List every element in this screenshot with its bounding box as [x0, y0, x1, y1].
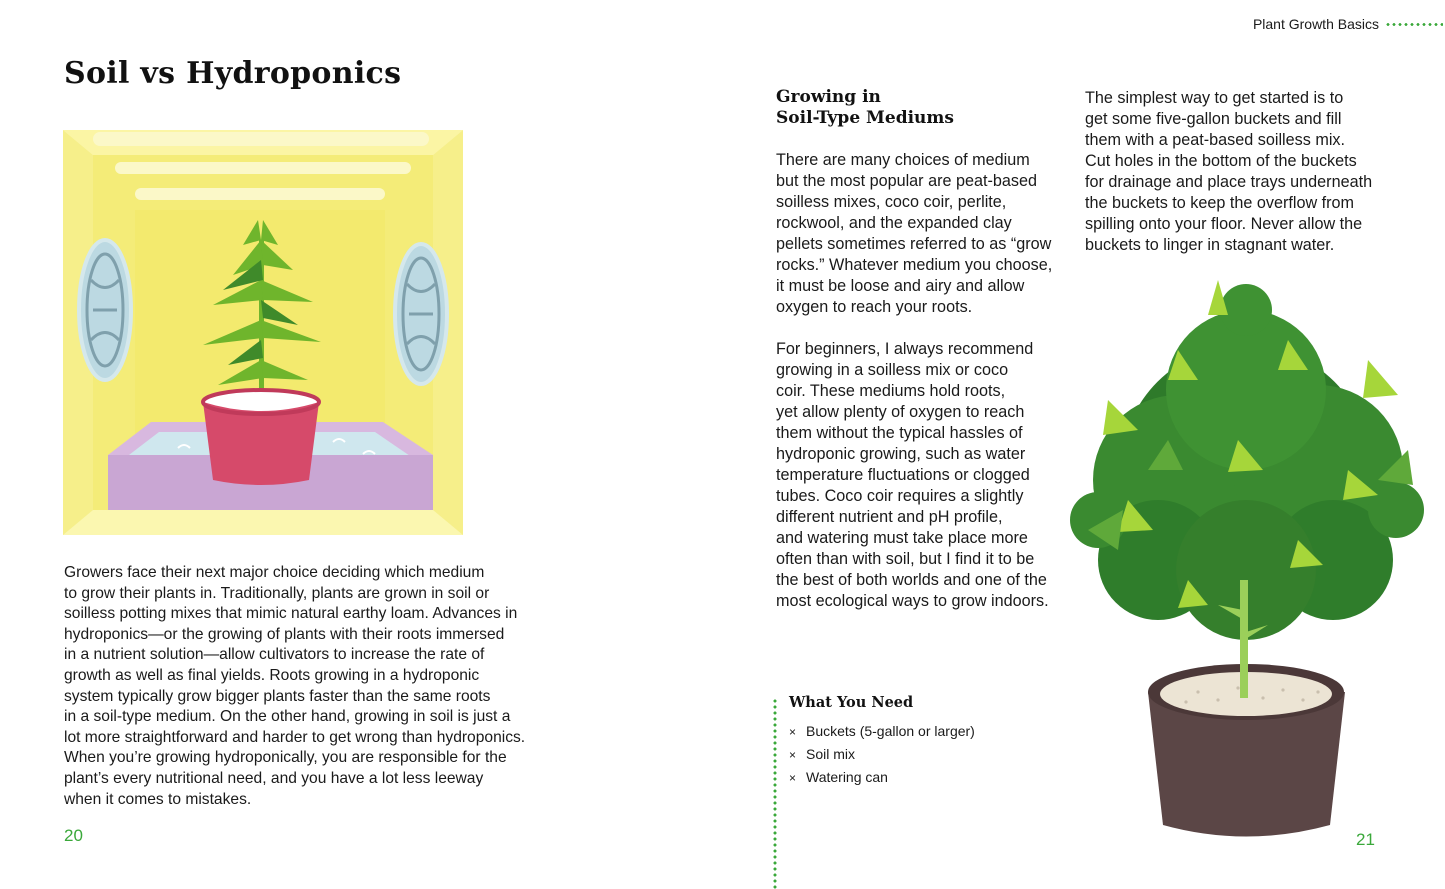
- paragraph-line: Cut holes in the bottom of the buckets: [1085, 152, 1357, 170]
- list-item-label: Watering can: [806, 769, 888, 785]
- list-item-label: Soil mix: [806, 746, 856, 762]
- intro-line: Growers face their next major choice deciding which medium: [64, 564, 485, 581]
- intro-line: plant’s every nutritional need, and you have a lot less leeway: [64, 769, 484, 787]
- intro-line: growth as well as final yields. Roots growing in a hydroponic: [64, 666, 480, 684]
- list-bullet: ×: [789, 725, 797, 739]
- section-subhead: [776, 87, 954, 129]
- paragraph-line: the best of both worlds and one of the: [776, 571, 1047, 589]
- list-item: [789, 743, 975, 766]
- paragraph-line: the buckets to keep the overflow from: [1085, 194, 1355, 212]
- paragraph-line: growing in a soilless mix or coco: [776, 361, 1009, 379]
- paragraph-line: coir. These mediums hold roots,: [776, 382, 1006, 400]
- intro-line: in a soil-type medium. On the other hand, growing in soil is just a: [64, 708, 511, 726]
- paragraph-line: tubes. Coco coir requires a slightly: [776, 487, 1024, 505]
- mediums-paragraph-1: [776, 150, 1052, 318]
- intro-line: lot more straightforward and harder to get wrong than hydroponics.: [64, 728, 526, 746]
- paragraph-line: them with a peat-based soilless mix.: [1085, 131, 1346, 149]
- intro-line: system typically grow bigger plants faster than the same roots: [64, 687, 491, 705]
- intro-paragraph: [64, 563, 525, 810]
- paragraph-line: pellets sometimes referred to as “grow: [776, 235, 1052, 253]
- potted-plant-illustration: [1068, 280, 1424, 846]
- page-number-left: 20: [64, 826, 83, 845]
- grow-box-illustration: [63, 130, 463, 540]
- list-item-label: Buckets (5-gallon or larger): [806, 723, 975, 739]
- paragraph-line: hydroponic growing, such as water: [776, 445, 1026, 463]
- paragraph-line: different nutrient and pH profile,: [776, 508, 1003, 526]
- running-header-title: Plant Growth Basics: [1252, 16, 1379, 32]
- list-bullet: ×: [789, 748, 797, 762]
- intro-line: hydroponics—or the growing of plants with their roots immersed: [64, 625, 505, 643]
- list-item: [789, 720, 975, 743]
- paragraph-line: For beginners, I always recommend: [776, 340, 1034, 358]
- paragraph-line: most ecological ways to grow indoors.: [776, 592, 1049, 610]
- what-you-need-list: [789, 720, 975, 789]
- intro-line: when it comes to mistakes.: [64, 790, 252, 808]
- what-you-need-rule: [773, 698, 777, 889]
- paragraph-line: rocks.” Whatever medium you choose,: [776, 256, 1053, 274]
- buckets-paragraph: [1085, 88, 1372, 256]
- intro-line: When you’re growing hydroponically, you are responsible for the: [64, 749, 507, 767]
- paragraph-line: yet allow plenty of oxygen to reach: [776, 403, 1025, 421]
- subhead-line: Growing in: [776, 87, 881, 107]
- paragraph-line: spilling onto your floor. Never allow the: [1085, 215, 1363, 233]
- paragraph-line: There are many choices of medium: [776, 151, 1030, 169]
- intro-line: in a nutrient solution—allow cultivators to increase the rate of: [64, 646, 485, 664]
- paragraph-line: them without the typical hassles of: [776, 424, 1023, 442]
- paragraph-line: for drainage and place trays underneath: [1085, 173, 1373, 191]
- paragraph-line: and watering must take place more: [776, 529, 1028, 547]
- running-header-dots: [1385, 23, 1443, 26]
- paragraph-line: rockwool, and the expanded clay: [776, 214, 1012, 232]
- list-item: [789, 766, 975, 789]
- list-bullet: ×: [789, 771, 797, 785]
- paragraph-line: but the most popular are peat-based: [776, 172, 1037, 190]
- mediums-paragraph-2: [776, 339, 1049, 612]
- intro-line: to grow their plants in. Traditionally, plants are grown in soil or: [64, 584, 490, 602]
- page-title: Soil vs Hydroponics: [64, 56, 402, 91]
- paragraph-line: oxygen to reach your roots.: [776, 298, 973, 316]
- paragraph-line: often than with soil, but I find it to be: [776, 550, 1035, 568]
- paragraph-line: temperature fluctuations or clogged: [776, 466, 1030, 484]
- page-number-right: 21: [1356, 830, 1375, 849]
- intro-line: soilless potting mixes that mimic natural earthy loam. Advances in: [64, 605, 518, 623]
- subhead-line: Soil-Type Mediums: [776, 108, 954, 128]
- paragraph-line: soilless mixes, coco coir, perlite,: [776, 193, 1007, 211]
- paragraph-line: get some five-gallon buckets and fill: [1085, 110, 1342, 128]
- paragraph-line: it must be loose and airy and allow: [776, 277, 1025, 295]
- paragraph-line: The simplest way to get started is to: [1085, 89, 1344, 107]
- what-you-need-title: What You Need: [789, 694, 914, 711]
- paragraph-line: buckets to linger in stagnant water.: [1085, 236, 1335, 254]
- running-header: [1253, 16, 1443, 32]
